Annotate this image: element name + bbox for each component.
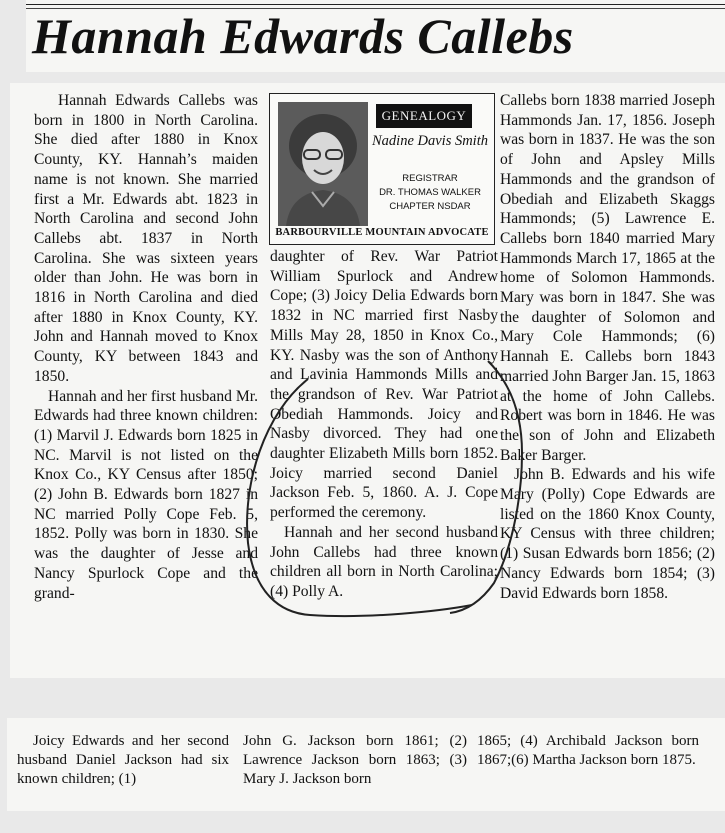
article-clipping (10, 83, 725, 678)
author-title-line: REGISTRAR (402, 173, 458, 184)
continuation-clipping (7, 718, 725, 811)
paragraph: Hannah and her second husband John Callebs had three known children all born in North Carolina; (4) Polly A. (270, 523, 498, 600)
author-title-line: CHAPTER NSDAR (389, 201, 471, 212)
paragraph: daughter of Rev. War Patriot William Spurlock and Andrew Cope; (3) Joicy Delia Edwards born 1832 in NC married first Nasby Mills May 28, 1850 in Knox Co., KY. Nasby was the son of Anthony and Lavinia Hammonds Mills and the grandson of Rev. War Patriot Obediah Hammonds. Joicy and Nasby divorced. They had one daughter Elizabeth Mills born 1852. Joicy married second Daniel Jackson Feb. 5, 1860. A. J. Cope performed the ceremony. (270, 248, 498, 522)
headline: Hannah Edwards Callebs (32, 8, 574, 64)
paragraph: Hannah and her first husband Mr. Edwards had three known children: (1) Marvil J. Edwards born 1825 in NC. Marvil is not listed on the Knox Co., KY Census after 1850; (2) John B. Edwards born 1827 in NC married Polly Cope Feb. 5, 1852. Polly was born in 1830. She was the daughter of Jesse and Nancy Spurlock Cope and the grand- (34, 387, 258, 602)
article-column-1 (34, 91, 258, 603)
article-column-2 (270, 247, 498, 602)
headline-clipping (26, 0, 725, 72)
paragraph: Callebs born 1838 married Joseph Hammonds Jan. 17, 1856. Joseph was born in 1837. He was the son of John and Apsley Mills Hammonds and the grandson of Obediah and Elizabeth Skaggs Hammonds; (5) Lawrence E. Callebs born 1840 married Mary Hammonds March 17, 1865 at the home of Solomon Hammonds. Mary was born in 1847. She was the daughter of Solomon and Mary Cole Hammonds; (6) Hannah E. Callebs born 1843 married John Barger Jan. 15, 1863 at the home of John Callebs. Robert was born in 1846. He was the son of John and Elizabeth Baker Barger. (500, 92, 715, 464)
paragraph: Hannah Edwards Callebs was born in 1800 in North Carolina. She died after 1880 in Knox County, KY. Hannah’s maiden name is not known. She married first a Mr. Edwards abt. 1823 in North Carolina and second John Callebs abt. 1837 in North Carolina. She was sixteen years older than John. He was born in 1816 in North Carolina and died after 1880 in Knox County, KY. John and Hannah moved to Knox County, KY between 1843 and 1850. (34, 92, 258, 385)
continuation-column-1: Joicy Edwards and her second husband Daniel Jackson had six known children; (1) (17, 733, 229, 787)
continuation-column-2: John G. Jackson born 1861; (2) Lawrence Jackson born 1863; (3) Mary J. Jackson born (243, 733, 467, 787)
columnist-box (269, 93, 495, 245)
paragraph: John B. Edwards and his wife Mary (Polly) Cope Edwards are listed on the 1860 Knox County, KY Census with three children; (1) Susan Edwards born 1856; (2) Nancy Edwards born 1854; (3) David Edwards born 1858. (500, 466, 715, 602)
author-name: Nadine Davis Smith (372, 133, 488, 149)
publication-name: BARBOURVILLE MOUNTAIN ADVOCATE (275, 227, 489, 238)
author-title-line: DR. THOMAS WALKER (379, 187, 481, 198)
author-photo (278, 102, 368, 226)
author-title (370, 172, 490, 214)
genealogy-label: GENEALOGY (376, 104, 472, 128)
top-rule (26, 4, 725, 5)
continuation-column-3: 1865; (4) Archibald Jackson born 1867;(6) Martha Jackson born 1875. (477, 733, 699, 768)
article-column-3 (500, 91, 715, 603)
